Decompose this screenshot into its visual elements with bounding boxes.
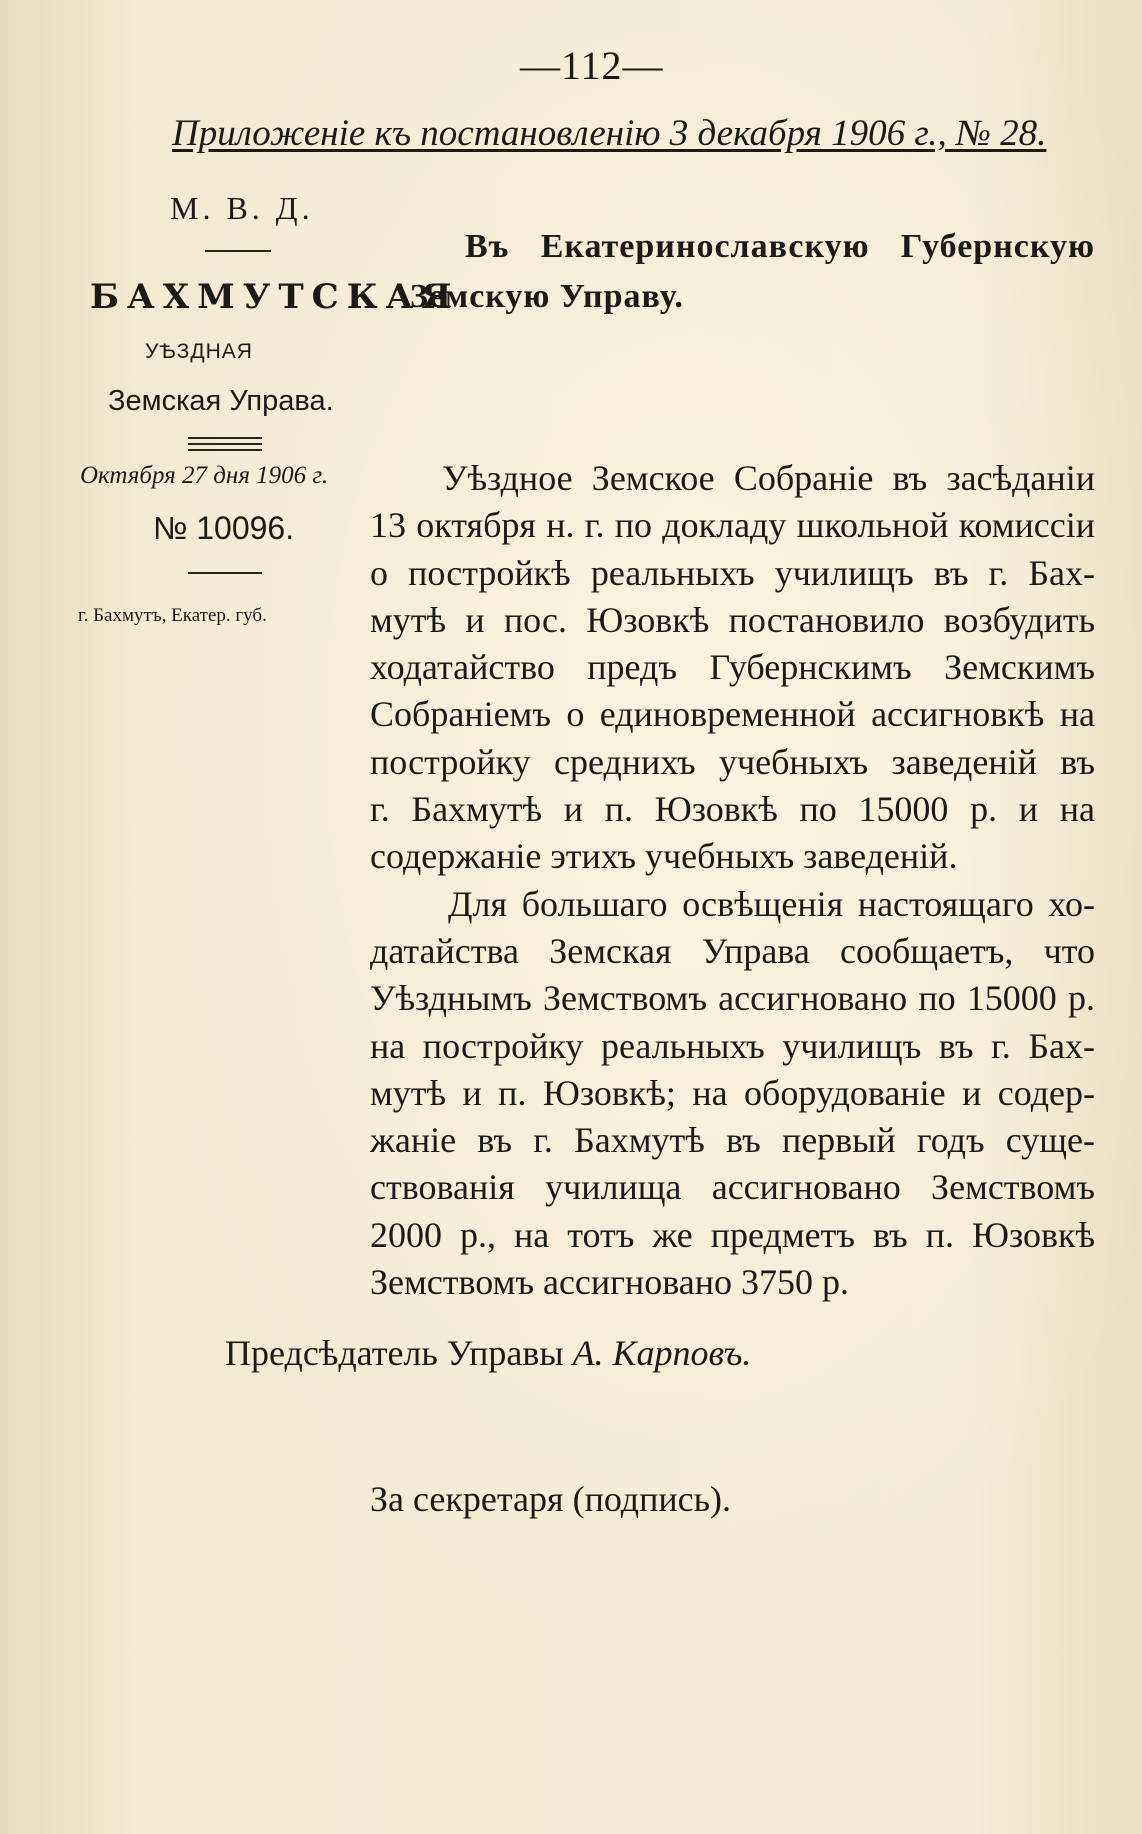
body-line: Уѣзднымъ Земствомъ ассигновано по 15000 р.: [370, 978, 1095, 1019]
body-line: ствованія училища ассигновано Земствомъ: [370, 1167, 1095, 1208]
signature-line: [225, 1332, 751, 1374]
body-line: Собраніемъ о единовременной ассигновкѣ на: [370, 694, 1095, 735]
body-line: 13 октября н. г. по докладу школьной комиссіи: [370, 505, 1095, 546]
body-line: датайства Земская Управа сообщаетъ, что: [370, 930, 1095, 971]
district-name: БАХМУТСКАЯ: [90, 277, 460, 317]
addressee-word: Губернскую: [900, 228, 1095, 265]
divider: [188, 443, 262, 445]
body-line: постройку среднихъ учебныхъ заведеній въ: [370, 741, 1095, 782]
divider: [205, 250, 271, 252]
addressee-line-2: Земскую Управу.: [410, 278, 684, 315]
divider: [188, 572, 262, 574]
letter-number: № 10096.: [153, 510, 295, 546]
body-line: жаніе въ г. Бахмутѣ въ первый годъ суще-: [370, 1120, 1095, 1161]
body-line: о постройкѣ реальныхъ училищъ въ г. Бах-: [370, 552, 1095, 593]
signature-name: А. Карповъ.: [572, 1333, 752, 1373]
body-line: мутѣ и пос. Юзовкѣ постановило возбудить: [370, 599, 1095, 640]
body-line: на постройку реальныхъ училищъ въ г. Бах-: [370, 1025, 1095, 1066]
addressee-line-1: [465, 228, 1095, 266]
page-number: —112—: [520, 43, 664, 88]
letter-body: [370, 455, 1095, 1306]
body-line: г. Бахмутѣ и п. Юзовкѣ по 15000 р. и на: [370, 789, 1095, 830]
signature-title: Предсѣдатель Управы: [225, 1333, 573, 1373]
addressee-word: Екатеринославскую: [540, 228, 870, 265]
ministry-abbrev: М. В. Д.: [170, 190, 314, 226]
body-line: 2000 р., на тотъ же предметъ въ п. Юзовкѣ: [370, 1214, 1095, 1255]
body-line: ходатайство предъ Губернскимъ Земскимъ: [370, 647, 1095, 688]
letter-place: г. Бахмутъ, Екатер. губ.: [78, 605, 267, 626]
divider: [188, 449, 262, 451]
body-line: Уѣздное Земское Собраніе въ засѣданіи: [442, 458, 1095, 498]
appendix-title: Приложеніе къ постановленію 3 декабря 1906 г., № 28.: [172, 113, 1047, 154]
body-line: содержаніе этихъ учебныхъ заведеній.: [370, 836, 958, 877]
office-name: Земская Управа.: [108, 385, 334, 417]
office-type: УѢЗДНАЯ: [145, 340, 253, 363]
secretary-line: За секретаря (подпись).: [370, 1479, 732, 1519]
body-line: мутѣ и п. Юзовкѣ; на оборудованіе и содер-: [370, 1072, 1095, 1113]
body-line: Земствомъ ассигновано 3750 р.: [370, 1262, 849, 1303]
letter-date: Октября 27 дня 1906 г.: [80, 462, 329, 489]
divider: [188, 437, 262, 439]
body-line: Для большаго освѣщенія настоящаго хо-: [448, 883, 1095, 924]
addressee-word: Въ: [465, 228, 510, 265]
